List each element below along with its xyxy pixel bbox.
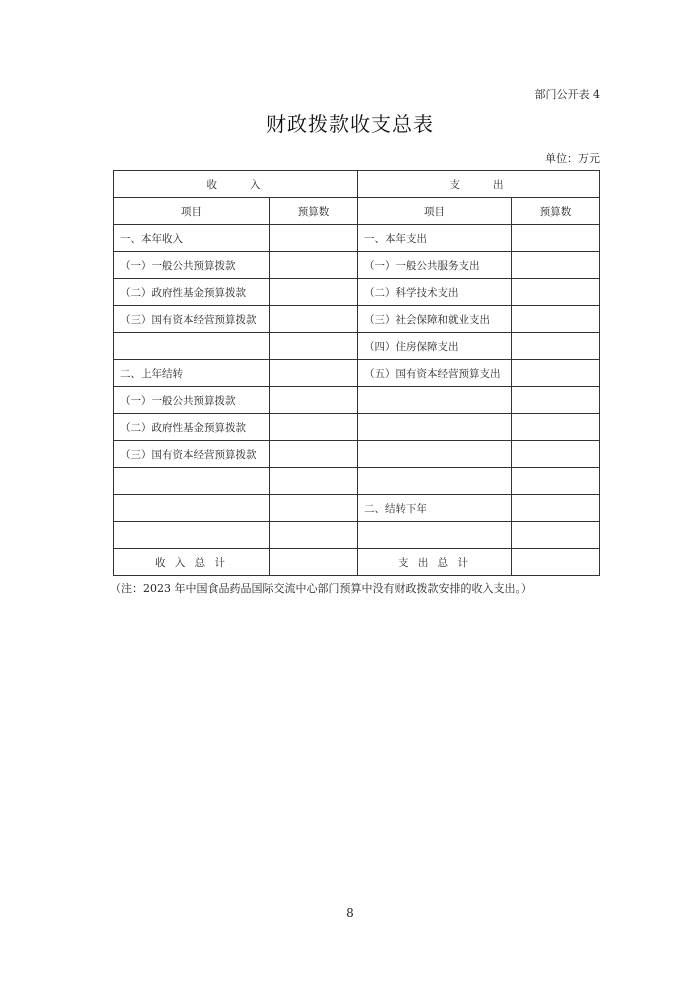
- expense-item-cell: 二、结转下年: [358, 495, 512, 522]
- income-value-cell: [270, 360, 358, 387]
- unit-label: 单位：万元: [545, 152, 600, 165]
- expense-value-cell: [512, 333, 600, 360]
- income-total-label: 收 入 总 计: [114, 549, 270, 576]
- expense-item-cell: （二）科学技术支出: [358, 279, 512, 306]
- income-value-cell: [270, 522, 358, 549]
- income-total-value: [270, 549, 358, 576]
- expense-value-cell: [512, 495, 600, 522]
- income-value-cell: [270, 387, 358, 414]
- footnote: （注：2023 年中国食品药品国际交流中心部门预算中没有财政拨款安排的收入支出。）: [110, 582, 532, 595]
- page-title: 财政拨款收支总表: [266, 112, 434, 136]
- expense-item-cell: 一、本年支出: [358, 225, 512, 252]
- income-item-column-header: 项目: [114, 198, 270, 225]
- table-row: [114, 333, 600, 360]
- table-row: [114, 306, 600, 333]
- income-value-cell: [270, 441, 358, 468]
- income-header: 收 入: [114, 171, 358, 198]
- expense-value-cell: [512, 360, 600, 387]
- income-value-cell: [270, 495, 358, 522]
- expense-item-cell: [358, 441, 512, 468]
- income-item-cell: （二）政府性基金预算拨款: [114, 279, 270, 306]
- total-row: [114, 549, 600, 576]
- income-value-cell: [270, 414, 358, 441]
- income-value-cell: [270, 333, 358, 360]
- table-row: [114, 360, 600, 387]
- income-value-cell: [270, 306, 358, 333]
- expense-item-cell: （一）一般公共服务支出: [358, 252, 512, 279]
- expense-value-cell: [512, 468, 600, 495]
- table-body: [114, 225, 600, 549]
- income-item-cell: 一、本年收入: [114, 225, 270, 252]
- expense-budget-column-header: 预算数: [512, 198, 600, 225]
- expense-item-cell: （五）国有资本经营预算支出: [358, 360, 512, 387]
- income-item-cell: （三）国有资本经营预算拨款: [114, 306, 270, 333]
- table-row: [114, 225, 600, 252]
- expense-value-cell: [512, 225, 600, 252]
- table-row: [114, 387, 600, 414]
- expense-item-cell: （四）住房保障支出: [358, 333, 512, 360]
- table-id-label: 部门公开表 4: [534, 88, 600, 101]
- expense-value-cell: [512, 441, 600, 468]
- page-number: 8: [346, 906, 354, 920]
- expense-item-cell: [358, 414, 512, 441]
- income-item-cell: [114, 333, 270, 360]
- income-budget-column-header: 预算数: [270, 198, 358, 225]
- table-row: [114, 414, 600, 441]
- table-row: [114, 522, 600, 549]
- budget-table: [113, 170, 600, 576]
- income-item-cell: [114, 495, 270, 522]
- expense-header: 支 出: [358, 171, 600, 198]
- column-header-row: [114, 198, 600, 225]
- income-value-cell: [270, 279, 358, 306]
- income-item-cell: （二）政府性基金预算拨款: [114, 414, 270, 441]
- table-row: [114, 468, 600, 495]
- expense-item-cell: [358, 468, 512, 495]
- income-item-cell: （三）国有资本经营预算拨款: [114, 441, 270, 468]
- expense-item-cell: [358, 387, 512, 414]
- income-item-cell: [114, 468, 270, 495]
- expense-value-cell: [512, 414, 600, 441]
- table-row: [114, 279, 600, 306]
- expense-value-cell: [512, 252, 600, 279]
- income-item-cell: [114, 522, 270, 549]
- expense-value-cell: [512, 387, 600, 414]
- expense-value-cell: [512, 306, 600, 333]
- table-row: [114, 495, 600, 522]
- expense-total-label: 支 出 总 计: [358, 549, 512, 576]
- income-item-cell: （一）一般公共预算拨款: [114, 252, 270, 279]
- expense-item-cell: [358, 522, 512, 549]
- expense-value-cell: [512, 522, 600, 549]
- expense-item-column-header: 项目: [358, 198, 512, 225]
- expense-total-value: [512, 549, 600, 576]
- section-header-row: [114, 171, 600, 198]
- table-row: [114, 441, 600, 468]
- income-value-cell: [270, 252, 358, 279]
- table-row: [114, 252, 600, 279]
- income-value-cell: [270, 225, 358, 252]
- expense-value-cell: [512, 279, 600, 306]
- income-item-cell: 二、上年结转: [114, 360, 270, 387]
- expense-item-cell: （三）社会保障和就业支出: [358, 306, 512, 333]
- income-value-cell: [270, 468, 358, 495]
- income-item-cell: （一）一般公共预算拨款: [114, 387, 270, 414]
